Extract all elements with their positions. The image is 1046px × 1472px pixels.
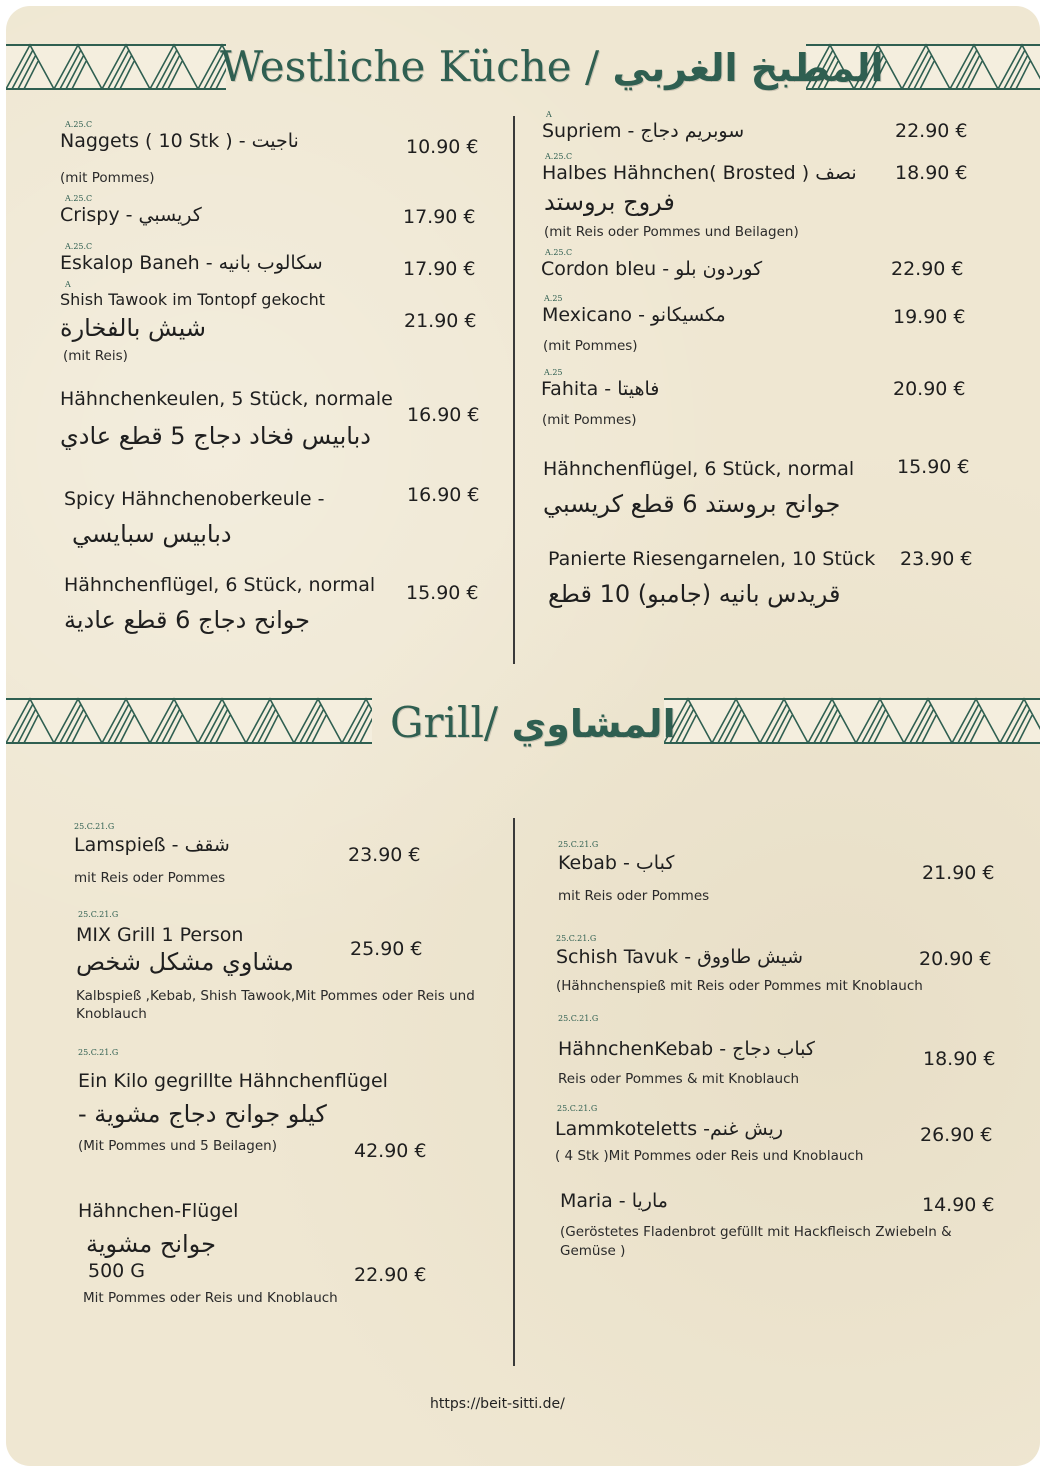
item-note: (Hähnchenspieß mit Reis oder Pommes mit Knoblauch [556,978,923,994]
allergen-code: A.25 [544,294,563,303]
allergen-code: 25.C.21.G [556,934,597,943]
item-price: 15.90 € [406,582,479,604]
section-title-grill-de: Grill/ [390,698,499,747]
item-price: 19.90 € [893,306,966,328]
item-note: (Mit Pommes und 5 Beilagen) [78,1138,277,1154]
item-price: 22.90 € [354,1264,427,1286]
item-name: Fahita - فاهيتا [541,378,660,400]
item-note-continued: Gemüse ) [560,1243,626,1259]
zigzag-band-mid-right [664,696,1040,746]
item-note: (Geröstetes Fladenbrot gefüllt mit Hackfleisch Zwiebeln & [560,1224,952,1240]
item-name: Eskalop Baneh - سكالوب بانيه [60,252,323,274]
item-name-arabic: جوانح بروستد 6 قطع كريسبي [543,490,841,518]
allergen-code: 25.C.21.G [78,910,119,919]
section-title-grill-ar: المشاوي [511,702,676,746]
item-price: 10.90 € [406,136,479,158]
allergen-code: A [546,110,552,119]
item-name-arabic: مشاوي مشكل شخص [76,948,294,976]
item-name: Hähnchenflügel, 6 Stück, normal [543,458,855,480]
item-price: 16.90 € [407,404,480,426]
item-note: mit Reis oder Pommes [558,888,710,904]
item-name-arabic: دبابيس سبايسي [72,520,232,548]
item-price: 23.90 € [900,548,973,570]
item-name: Supriem - سوبريم دجاج [542,120,745,142]
allergen-code: 25.C.21.G [557,1104,598,1113]
item-price: 15.90 € [897,456,970,478]
item-weight: 500 G [88,1260,146,1282]
allergen-code: 25.C.21.G [558,1014,599,1023]
section-title-western-de: Westliche Küche / [220,42,600,91]
section-title-western-ar: المطبخ الغربي [612,46,884,90]
item-price: 14.90 € [922,1194,995,1216]
item-name-arabic: كيلو جوانح دجاج مشوية - [78,1100,327,1128]
item-price: 21.90 € [404,310,477,332]
item-name: Hähnchenkeulen, 5 Stück, normale [60,388,393,410]
website-link[interactable]: https://beit-sitti.de/ [430,1396,565,1412]
item-name: Kebab - كباب [558,852,675,874]
zigzag-band-mid-left [6,696,372,746]
allergen-code: 25.C.21.G [78,1048,119,1057]
item-name-arabic: شيش بالفخارة [60,314,206,342]
item-price: 21.90 € [922,862,995,884]
item-name: Crispy - كريسبي [60,204,202,226]
item-name: Naggets ( 10 Stk ) - ناجيت [60,130,299,152]
item-price: 22.90 € [895,120,968,142]
item-note: Kalbspieß ,Kebab, Shish Tawook,Mit Pommes oder Reis und [76,988,475,1004]
item-price: 16.90 € [407,484,480,506]
item-price: 18.90 € [923,1048,996,1070]
item-name: Spicy Hähnchenoberkeule - [64,488,325,510]
item-note: ( 4 Stk )Mit Pommes oder Reis und Knoblauch [555,1148,864,1164]
item-name: Schish Tavuk - شيش طاووق [556,946,804,968]
item-name-arabic: فروج بروستد [544,188,675,216]
item-note: (mit Pommes) [542,412,637,428]
item-note: Mit Pommes oder Reis und Knoblauch [83,1290,338,1306]
allergen-code: 25.C.21.G [74,822,115,831]
item-name: Ein Kilo gegrillte Hähnchenflügel [78,1070,388,1092]
item-price: 25.90 € [350,938,423,960]
item-name: Halbes Hähnchen( Brosted ) نصف [542,162,857,184]
menu-page [6,6,1040,1466]
column-divider-grill [513,818,515,1366]
item-name: Hähnchen-Flügel [78,1200,239,1222]
allergen-code: A.25.C [545,152,573,161]
item-price: 42.90 € [354,1140,427,1162]
item-name: Cordon bleu - كوردون بلو [541,258,763,280]
item-price: 23.90 € [348,844,421,866]
item-name: Mexicano - مكسيكانو [542,304,726,326]
allergen-code: 25.C.21.G [558,840,599,849]
item-note: (mit Reis oder Pommes und Beilagen) [544,224,799,240]
item-note: mit Reis oder Pommes [74,870,226,886]
item-name: MIX Grill 1 Person [76,924,244,946]
item-note: (mit Reis) [63,348,128,364]
item-name-arabic: دبابيس فخاد دجاج 5 قطع عادي [60,422,371,450]
allergen-code: A [65,280,71,289]
item-price: 17.90 € [403,258,476,280]
item-name: Hähnchenflügel, 6 Stück, normal [64,574,376,596]
item-name: HähnchenKebab - كباب دجاج [558,1038,815,1060]
item-name-arabic: قريدس بانيه (جامبو) 10 قطع [548,580,841,608]
item-price: 26.90 € [920,1124,993,1146]
item-note: (mit Pommes) [60,170,155,186]
column-divider-western [513,116,515,664]
item-price: 20.90 € [893,378,966,400]
item-name: Panierte Riesengarnelen, 10 Stück [548,548,876,570]
allergen-code: A.25.C [545,248,573,257]
item-name: Shish Tawook im Tontopf gekocht [60,290,325,309]
item-name-arabic: جوانح دجاج 6 قطع عادية [64,606,311,634]
allergen-code: A.25.C [65,242,93,251]
allergen-code: A.25.C [65,120,93,129]
zigzag-band-top-left [6,42,226,92]
section-title-grill [390,698,676,747]
item-price: 22.90 € [891,258,964,280]
section-title-western [220,42,883,91]
item-name-arabic: جوانح مشوية [86,1230,216,1258]
item-price: 17.90 € [403,206,476,228]
item-note: (mit Pommes) [543,338,638,354]
item-price: 18.90 € [895,162,968,184]
allergen-code: A.25.C [65,194,93,203]
item-note-continued: Knoblauch [76,1006,147,1022]
item-name: Lammkoteletts -ريش غنم [555,1118,784,1140]
item-name: Lamspieß - شقف [74,834,230,856]
allergen-code: A.25 [544,368,563,377]
item-note: Reis oder Pommes & mit Knoblauch [558,1071,800,1087]
item-price: 20.90 € [919,948,992,970]
item-name: Maria - ماريا [560,1190,668,1212]
